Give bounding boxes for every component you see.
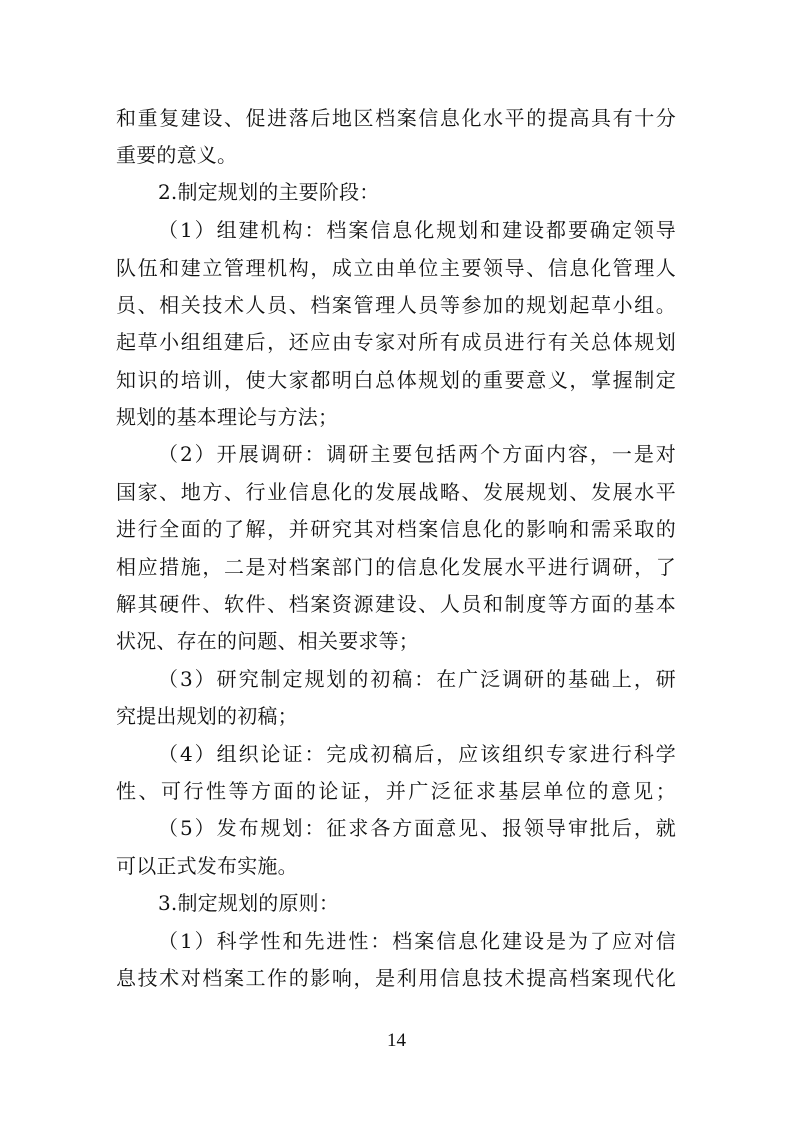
text-line: 知识的培训，使大家都明白总体规划的重要意义，掌握制定 [116,368,676,392]
section-heading: 3.制定规划的原则： [158,891,340,915]
text-line: 解其硬件、软件、档案资源建设、人员和制度等方面的基本 [116,592,676,616]
text-line: 可以正式发布实施。 [116,854,298,878]
text-line: 国家、地方、行业信息化的发展战略、发展规划、发展水平 [116,480,676,504]
text-line: 相应措施，二是对档案部门的信息化发展水平进行调研，了 [116,555,676,579]
text-line: 究提出规划的初稿； [116,704,298,728]
section-heading: 2.制定规划的主要阶段： [158,180,380,204]
text-line: 重要的意义。 [116,143,238,167]
text-line: （4）组织论证：完成初稿后，应该组织专家进行科学 [158,742,676,766]
text-line: 和重复建设、促进落后地区档案信息化水平的提高具有十分 [116,106,676,130]
text-line: （5）发布规划：征求各方面意见、报领导审批后，就 [158,816,676,840]
text-line: 性、可行性等方面的论证，并广泛征求基层单位的意见； [116,779,676,803]
text-line: 息技术对档案工作的影响，是利用信息技术提高档案现代化 [116,966,676,990]
text-line: 员、相关技术人员、档案管理人员等参加的规划起草小组。 [116,293,676,317]
text-line: 队伍和建立管理机构，成立由单位主要领导、信息化管理人 [116,256,676,280]
text-line: （1）组建机构：档案信息化规划和建设都要确定领导 [158,218,676,242]
text-line: （3）研究制定规划的初稿：在广泛调研的基础上，研 [158,667,676,691]
text-line: 起草小组组建后，还应由专家对所有成员进行有关总体规划 [116,330,676,354]
text-line: 进行全面的了解，并研究其对档案信息化的影响和需采取的 [116,517,676,541]
page-number: 14 [387,1030,406,1051]
text-line: （1）科学性和先进性：档案信息化建设是为了应对信 [158,929,676,953]
text-line: 状况、存在的问题、相关要求等； [116,629,419,653]
text-line: （2）开展调研：调研主要包括两个方面内容，一是对 [158,442,676,466]
text-line: 规划的基本理论与方法； [116,405,339,429]
